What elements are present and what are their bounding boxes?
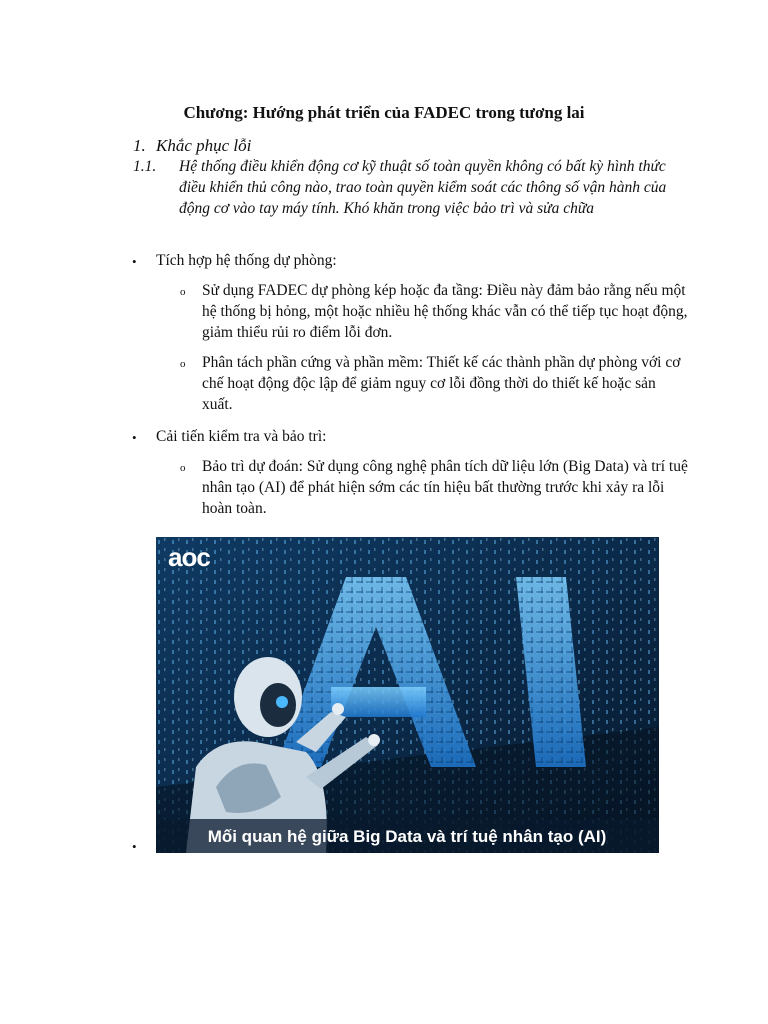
- list-item-predictive-maintenance: Bảo trì dự đoán: Sử dụng công nghệ phân tích dữ liệu lớn (Big Data) và trí tuệ nhân tạo (AI) để phát hiện sớm các tín hiệu bất thường trước khi xảy ra lỗi hoàn toàn.: [202, 458, 688, 517]
- list-item-dual-fadec: Sử dụng FADEC dự phòng kép hoặc đa tầng: Điều này đảm bảo rằng nếu một hệ thống bị hỏng, một hoặc nhiều hệ thống khác vẫn có thể tiếp tục hoạt động, giảm thiểu rủi ro điểm lỗi đơn.: [202, 282, 688, 341]
- bullet-marker: •: [132, 430, 137, 445]
- sub-bullet-marker: o: [180, 462, 186, 474]
- section-heading: [133, 136, 251, 156]
- section-number: 1.: [133, 136, 146, 155]
- subsection-number: 1.1.: [133, 158, 157, 175]
- logo-text: aoc: [168, 542, 210, 572]
- bullet-marker: •: [132, 254, 137, 269]
- ai-big-data-image: [156, 537, 659, 853]
- section-heading-text: Khắc phục lỗi: [156, 136, 252, 155]
- page-title: Chương: Hướng phát triển của FADEC trong tương lai: [183, 103, 585, 122]
- bullet-marker: •: [132, 839, 137, 854]
- bullet-label-maintenance: Cải tiến kiểm tra và bảo trì:: [156, 428, 327, 445]
- bullet-label-redundancy: Tích hợp hệ thống dự phòng:: [156, 252, 337, 269]
- sub-bullet-marker: o: [180, 358, 186, 370]
- subsection-text: Hệ thống điều khiển động cơ kỹ thuật số toàn quyền không có bất kỳ hình thức điều khiển thủ công nào, trao toàn quyền kiểm soát các thông số vận hành của động cơ vào tay máy tính. Khó khăn trong việc bảo trì và sửa chữa: [179, 158, 667, 217]
- sub-bullet-marker: o: [180, 286, 186, 298]
- list-item-hw-sw-separation: Phân tách phần cứng và phần mềm: Thiết kế các thành phần dự phòng với cơ chế hoạt động độc lập để giảm nguy cơ lỗi đồng thời do thiết kế hoặc sản xuất.: [202, 354, 681, 413]
- image-caption: Mối quan hệ giữa Big Data và trí tuệ nhân tạo (AI): [207, 827, 607, 846]
